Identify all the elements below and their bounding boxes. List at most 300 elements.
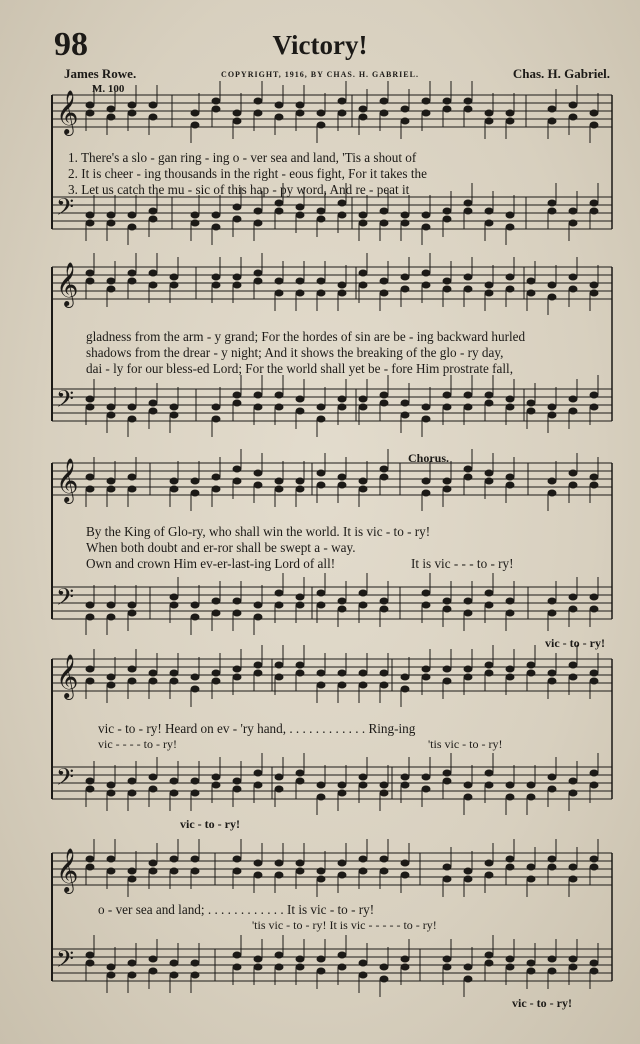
note-head <box>107 602 115 608</box>
note-head <box>338 952 346 958</box>
note-head <box>590 606 598 612</box>
note-head <box>86 212 94 218</box>
note-head <box>86 220 94 226</box>
note-head <box>485 960 493 966</box>
note-head <box>212 274 220 280</box>
note-head <box>233 400 241 406</box>
note-head <box>590 282 598 288</box>
note-head <box>338 964 346 970</box>
note-head <box>464 868 472 874</box>
note-head <box>401 118 409 124</box>
note-head <box>359 960 367 966</box>
note-head <box>107 868 115 874</box>
system3-verse2: When both doubt and er-ror shall be swept a - way. <box>86 540 356 555</box>
note-head <box>275 674 283 680</box>
note-head <box>338 682 346 688</box>
note-head <box>464 466 472 472</box>
note-head <box>569 396 577 402</box>
treble-clef-icon: 𝄞 <box>56 458 79 502</box>
note-head <box>317 208 325 214</box>
note-head <box>569 778 577 784</box>
note-head <box>485 952 493 958</box>
note-head <box>233 868 241 874</box>
note-head <box>527 782 535 788</box>
note-head <box>443 286 451 292</box>
note-head <box>149 860 157 866</box>
note-head <box>107 486 115 492</box>
bass-clef-icon: 𝄢 <box>56 945 75 978</box>
note-head <box>107 106 115 112</box>
note-head <box>149 282 157 288</box>
note-head <box>527 968 535 974</box>
note-head <box>359 396 367 402</box>
note-head <box>191 122 199 128</box>
bass-clef-icon: 𝄢 <box>56 385 75 418</box>
note-head <box>590 208 598 214</box>
note-head <box>317 278 325 284</box>
note-head <box>569 956 577 962</box>
note-head <box>338 396 346 402</box>
note-head <box>191 790 199 796</box>
note-head <box>485 662 493 668</box>
note-head <box>548 598 556 604</box>
note-head <box>464 106 472 112</box>
note-head <box>107 212 115 218</box>
note-head <box>506 474 514 480</box>
note-head <box>590 110 598 116</box>
note-head <box>107 478 115 484</box>
note-head <box>359 774 367 780</box>
note-head <box>590 670 598 676</box>
note-head <box>485 282 493 288</box>
note-head <box>107 404 115 410</box>
note-head <box>212 678 220 684</box>
note-head <box>359 590 367 596</box>
note-head <box>401 106 409 112</box>
note-head <box>380 208 388 214</box>
note-head <box>170 678 178 684</box>
note-head <box>107 286 115 292</box>
note-head <box>254 670 262 676</box>
note-head <box>254 98 262 104</box>
note-head <box>170 404 178 410</box>
note-head <box>548 404 556 410</box>
note-head <box>170 478 178 484</box>
note-head <box>191 212 199 218</box>
note-head <box>422 98 430 104</box>
note-head <box>275 860 283 866</box>
note-head <box>191 110 199 116</box>
note-head <box>485 208 493 214</box>
note-head <box>359 106 367 112</box>
note-head <box>359 602 367 608</box>
note-head <box>296 396 304 402</box>
note-head <box>317 968 325 974</box>
note-head <box>107 674 115 680</box>
note-head <box>548 208 556 214</box>
note-head <box>485 770 493 776</box>
system4-bass-words: vic - to - ry! <box>180 817 240 831</box>
note-head <box>254 662 262 668</box>
note-head <box>86 778 94 784</box>
note-head <box>149 208 157 214</box>
note-head <box>233 856 241 862</box>
note-head <box>296 964 304 970</box>
note-head <box>464 286 472 292</box>
note-head <box>275 602 283 608</box>
note-head <box>527 864 535 870</box>
note-head <box>191 614 199 620</box>
note-head <box>401 860 409 866</box>
note-head <box>443 864 451 870</box>
note-head <box>128 102 136 108</box>
note-head <box>296 602 304 608</box>
note-head <box>548 678 556 684</box>
note-head <box>590 482 598 488</box>
note-head <box>191 478 199 484</box>
note-head <box>275 590 283 596</box>
note-head <box>128 110 136 116</box>
note-head <box>506 482 514 488</box>
note-head <box>296 290 304 296</box>
note-head <box>443 606 451 612</box>
note-head <box>590 678 598 684</box>
note-head <box>275 786 283 792</box>
system2-verse1: gladness from the arm - y grand; For the hordes of sin are be - ing backward hurled <box>86 329 526 344</box>
note-head <box>548 670 556 676</box>
note-head <box>86 864 94 870</box>
note-head <box>443 404 451 410</box>
note-head <box>359 282 367 288</box>
note-head <box>107 114 115 120</box>
note-head <box>443 216 451 222</box>
note-head <box>233 778 241 784</box>
note-head <box>464 98 472 104</box>
note-head <box>359 486 367 492</box>
note-head <box>464 404 472 410</box>
note-head <box>422 416 430 422</box>
bass-clef-icon: 𝄢 <box>56 193 75 226</box>
note-head <box>359 782 367 788</box>
note-head <box>380 400 388 406</box>
note-head <box>275 290 283 296</box>
note-head <box>569 876 577 882</box>
note-head <box>254 602 262 608</box>
note-head <box>590 404 598 410</box>
system1-verse3: 3. Let us catch the mu - sic of this hap - py word, And re - peat it <box>68 182 410 197</box>
note-head <box>170 868 178 874</box>
note-head <box>296 594 304 600</box>
note-head <box>464 876 472 882</box>
note-head <box>191 856 199 862</box>
note-head <box>380 790 388 796</box>
note-head <box>401 400 409 406</box>
note-head <box>422 666 430 672</box>
note-head <box>317 868 325 874</box>
note-head <box>548 786 556 792</box>
note-head <box>569 790 577 796</box>
note-head <box>233 118 241 124</box>
note-head <box>275 478 283 484</box>
note-head <box>548 774 556 780</box>
note-head <box>590 770 598 776</box>
note-head <box>296 212 304 218</box>
note-head <box>338 282 346 288</box>
note-head <box>464 964 472 970</box>
note-head <box>107 614 115 620</box>
note-head <box>107 856 115 862</box>
note-head <box>359 212 367 218</box>
note-head <box>338 598 346 604</box>
note-head <box>590 864 598 870</box>
note-head <box>569 594 577 600</box>
note-head <box>149 408 157 414</box>
note-head <box>296 486 304 492</box>
note-head <box>590 968 598 974</box>
note-head <box>254 770 262 776</box>
note-head <box>317 416 325 422</box>
note-head <box>359 868 367 874</box>
note-head <box>233 666 241 672</box>
note-head <box>128 960 136 966</box>
note-head <box>191 972 199 978</box>
note-head <box>485 872 493 878</box>
note-head <box>527 400 535 406</box>
note-head <box>506 404 514 410</box>
note-head <box>149 956 157 962</box>
note-head <box>401 774 409 780</box>
note-head <box>149 868 157 874</box>
note-head <box>443 392 451 398</box>
note-head <box>317 782 325 788</box>
note-head <box>191 778 199 784</box>
note-head <box>485 478 493 484</box>
note-head <box>275 964 283 970</box>
note-head <box>317 482 325 488</box>
note-head <box>86 270 94 276</box>
note-head <box>149 270 157 276</box>
note-head <box>317 794 325 800</box>
note-head <box>527 662 535 668</box>
note-head <box>548 490 556 496</box>
note-head <box>401 286 409 292</box>
note-head <box>464 976 472 982</box>
note-head <box>86 486 94 492</box>
note-head <box>317 404 325 410</box>
note-head <box>170 486 178 492</box>
system5-alto-words: 'tis vic - to - ry! It is vic - - - - - to - ry! <box>252 918 437 932</box>
note-head <box>212 404 220 410</box>
note-head <box>380 110 388 116</box>
note-head <box>590 960 598 966</box>
note-head <box>443 770 451 776</box>
note-head <box>212 610 220 616</box>
note-head <box>401 782 409 788</box>
note-head <box>380 782 388 788</box>
note-head <box>170 972 178 978</box>
note-head <box>275 952 283 958</box>
note-head <box>443 964 451 970</box>
note-head <box>380 278 388 284</box>
note-head <box>86 278 94 284</box>
note-head <box>506 274 514 280</box>
treble-clef-icon: 𝄞 <box>56 654 79 698</box>
note-head <box>296 204 304 210</box>
note-head <box>86 396 94 402</box>
note-head <box>548 478 556 484</box>
note-head <box>359 404 367 410</box>
note-head <box>254 110 262 116</box>
note-head <box>569 408 577 414</box>
note-head <box>317 470 325 476</box>
note-head <box>548 856 556 862</box>
note-head <box>506 856 514 862</box>
note-head <box>401 686 409 692</box>
note-head <box>233 674 241 680</box>
note-head <box>86 952 94 958</box>
note-head <box>506 118 514 124</box>
note-head <box>128 778 136 784</box>
note-head <box>254 872 262 878</box>
note-head <box>275 662 283 668</box>
note-head <box>422 282 430 288</box>
note-head <box>338 200 346 206</box>
note-head <box>149 670 157 676</box>
note-head <box>443 678 451 684</box>
note-head <box>296 110 304 116</box>
note-head <box>212 98 220 104</box>
note-head <box>254 470 262 476</box>
note-head <box>170 856 178 862</box>
note-head <box>191 868 199 874</box>
note-head <box>233 392 241 398</box>
note-head <box>380 98 388 104</box>
note-head <box>296 860 304 866</box>
system5-soprano-words: o - ver sea and land; . . . . . . . . . . . . It is vic - to - ry! <box>98 902 375 917</box>
note-head <box>485 860 493 866</box>
note-head <box>548 282 556 288</box>
note-head <box>275 114 283 120</box>
note-head <box>590 856 598 862</box>
hymn-title: Victory! <box>272 30 368 60</box>
note-head <box>548 412 556 418</box>
note-head <box>212 782 220 788</box>
note-head <box>86 678 94 684</box>
note-head <box>527 290 535 296</box>
note-head <box>569 470 577 476</box>
note-head <box>128 868 136 874</box>
note-head <box>506 396 514 402</box>
note-head <box>296 868 304 874</box>
note-head <box>380 392 388 398</box>
note-head <box>338 98 346 104</box>
note-head <box>590 122 598 128</box>
note-head <box>422 404 430 410</box>
note-head <box>212 774 220 780</box>
note-head <box>569 864 577 870</box>
note-head <box>275 208 283 214</box>
note-head <box>128 486 136 492</box>
system5-bass-words: vic - to - ry! <box>512 996 572 1010</box>
system2-verse3: dai - ly for our bless-ed Lord; For the world shall yet be - fore Him prostrate fall, <box>86 361 514 376</box>
note-head <box>506 666 514 672</box>
note-head <box>359 972 367 978</box>
system3-verse3: Own and crown Him ev-er-last-ing Lord of all! <box>86 556 336 571</box>
note-head <box>233 204 241 210</box>
note-head <box>548 118 556 124</box>
note-head <box>86 404 94 410</box>
note-head <box>128 416 136 422</box>
note-head <box>485 470 493 476</box>
note-head <box>338 670 346 676</box>
note-head <box>149 968 157 974</box>
note-head <box>422 786 430 792</box>
note-head <box>128 666 136 672</box>
note-head <box>401 964 409 970</box>
note-head <box>128 474 136 480</box>
note-head <box>506 224 514 230</box>
note-head <box>443 778 451 784</box>
note-head <box>317 602 325 608</box>
note-head <box>275 486 283 492</box>
note-head <box>569 606 577 612</box>
hymn-number: 98 <box>54 26 88 63</box>
note-head <box>422 590 430 596</box>
note-head <box>464 794 472 800</box>
note-head <box>191 686 199 692</box>
note-head <box>422 490 430 496</box>
note-head <box>569 114 577 120</box>
note-head <box>380 682 388 688</box>
note-head <box>359 220 367 226</box>
note-head <box>233 282 241 288</box>
note-head <box>548 200 556 206</box>
note-head <box>170 670 178 676</box>
note-head <box>443 956 451 962</box>
note-head <box>485 110 493 116</box>
note-head <box>338 110 346 116</box>
note-head <box>317 290 325 296</box>
note-head <box>443 208 451 214</box>
note-head <box>254 956 262 962</box>
note-head <box>548 956 556 962</box>
note-head <box>212 598 220 604</box>
note-head <box>212 282 220 288</box>
note-head <box>506 864 514 870</box>
bass-clef-icon: 𝄢 <box>56 583 75 616</box>
note-head <box>401 956 409 962</box>
note-head <box>338 606 346 612</box>
note-head <box>233 952 241 958</box>
note-head <box>254 482 262 488</box>
note-head <box>338 212 346 218</box>
note-head <box>317 956 325 962</box>
note-head <box>443 666 451 672</box>
note-head <box>170 960 178 966</box>
note-head <box>485 670 493 676</box>
note-head <box>317 682 325 688</box>
note-head <box>296 662 304 668</box>
note-head <box>128 224 136 230</box>
note-head <box>443 278 451 284</box>
note-head <box>422 224 430 230</box>
note-head <box>212 474 220 480</box>
note-head <box>527 960 535 966</box>
note-head <box>590 782 598 788</box>
note-head <box>422 478 430 484</box>
note-head <box>86 102 94 108</box>
note-head <box>590 474 598 480</box>
